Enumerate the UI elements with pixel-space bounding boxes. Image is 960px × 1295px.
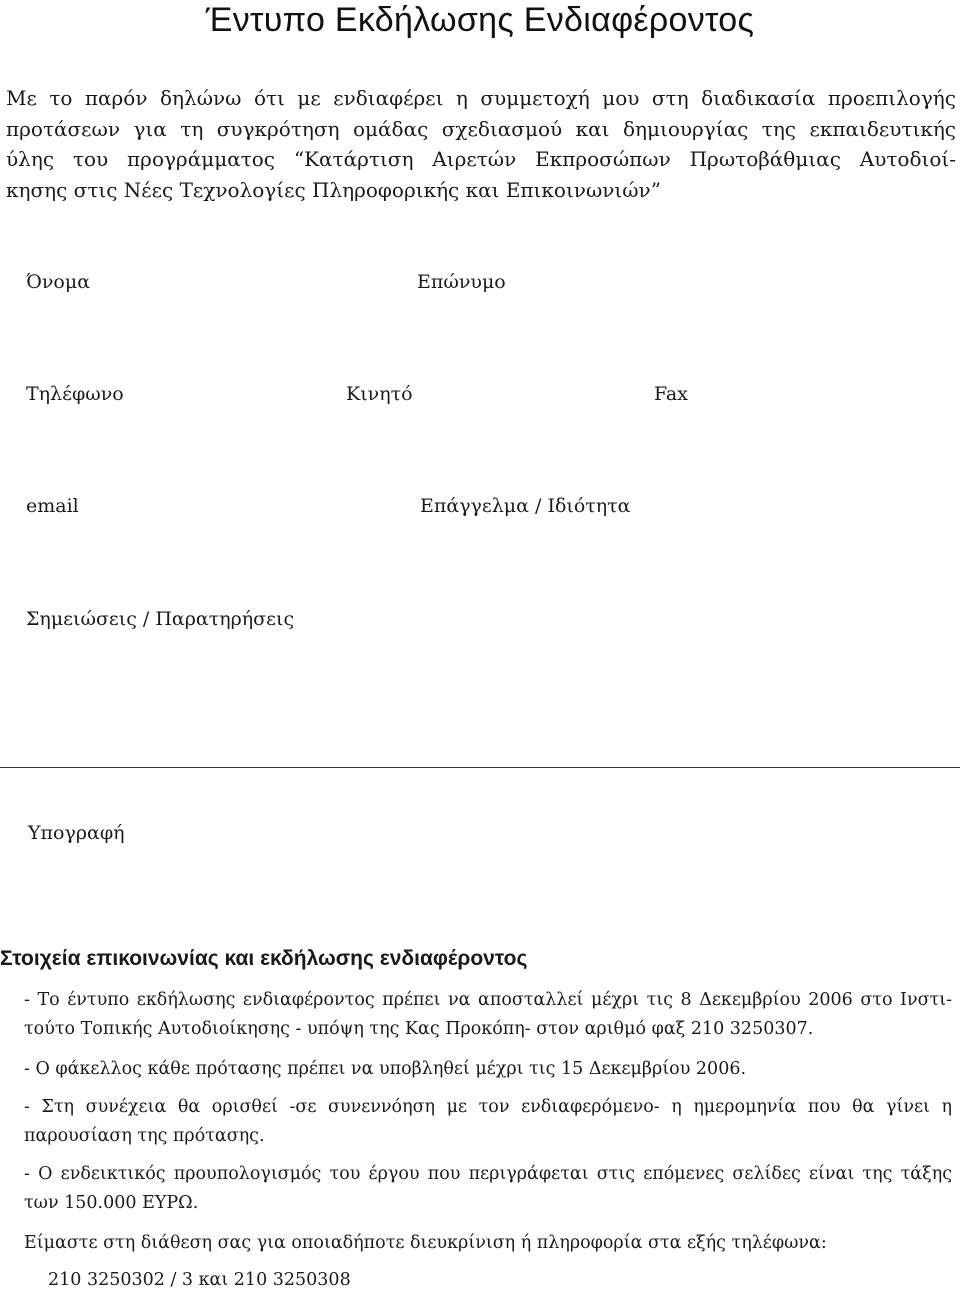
budget-paragraph [24, 1160, 952, 1218]
paragraph-line: - Στη συνέχεια θα ορισθεί -σε συνεννόηση με τον ενδιαφερόμενο- η ημερομηνία που θα γίνει η [24, 1097, 952, 1117]
declaration-line: Με το παρόν δηλώνω ότι με ενδιαφέρει η συμμετοχή μου στη διαδικασία προεπιλογής [6, 86, 956, 110]
fax-label: Fax [654, 383, 688, 405]
phone-label: Τηλέφωνο [26, 383, 124, 405]
form-title: Έντυπο Εκδήλωσης Ενδιαφέροντος [205, 1, 755, 39]
last-name-label: Επώνυμο [417, 271, 506, 293]
availability-paragraph [24, 1229, 952, 1258]
declaration-line: ύλης του προγράμματος “Κατάρτιση Αιρετών Εκπροσώπων Πρωτοβάθμιας Αυτοδιοί- [6, 147, 956, 171]
deadline-paragraph [24, 986, 952, 1044]
paragraph-line: - Το έντυπο εκδήλωσης ενδιαφέροντος πρέπει να αποσταλλεί μέχρι τις 8 Δεκεμβρίου 2006 στο Ινστι- [24, 990, 952, 1010]
paragraph-line: - Ο ενδεικτικός προυπολογισμός του έργου που περιγράφεται στις επόμενες σελίδες είναι της τάξης [24, 1164, 952, 1184]
contact-phones: 210 3250302 / 3 και 210 3250308 [48, 1270, 351, 1290]
paragraph-line: - Ο φάκελλος κάθε πρότασης πρέπει να υποβληθεί μέχρι τις 15 Δεκεμβρίου 2006. [24, 1059, 747, 1079]
notes-label: Σημειώσεις / Παρατηρήσεις [26, 608, 295, 630]
presentation-paragraph [24, 1093, 952, 1151]
first-name-label: Όνομα [26, 271, 91, 293]
contact-heading: Στοιχεία επικοινωνίας και εκδήλωσης ενδιαφέροντος [0, 947, 528, 970]
declaration-line: προτάσεων για τη συγκρότηση ομάδας σχεδιασμού και δημιουργίας της εκπαιδευτικής [6, 116, 956, 141]
paragraph-line: των 150.000 ΕΥΡΩ. [24, 1193, 199, 1213]
profession-label: Επάγγελμα / Ιδιότητα [420, 495, 631, 517]
declaration-line: κησης στις Νέες Τεχνολογίες Πληροφορικής και Επικοινωνιών” [6, 177, 661, 202]
mobile-label: Κινητό [346, 383, 413, 405]
email-label: email [26, 495, 79, 517]
declaration-text [6, 83, 956, 205]
divider [0, 767, 960, 768]
paragraph-line: τούτο Τοπικής Αυτοδιοίκησης - υπόψη της Κας Προκόπη- στον αριθμό φαξ 210 3250307. [24, 1019, 814, 1039]
paragraph-line: Είμαστε στη διάθεση σας για οποιαδήποτε διευκρίνιση ή πληροφορία στα εξής τηλέφωνα: [24, 1233, 827, 1253]
submission-paragraph [24, 1055, 952, 1084]
signature-label: Υπογραφή [28, 822, 125, 844]
paragraph-line: παρουσίαση της πρότασης. [24, 1126, 265, 1146]
